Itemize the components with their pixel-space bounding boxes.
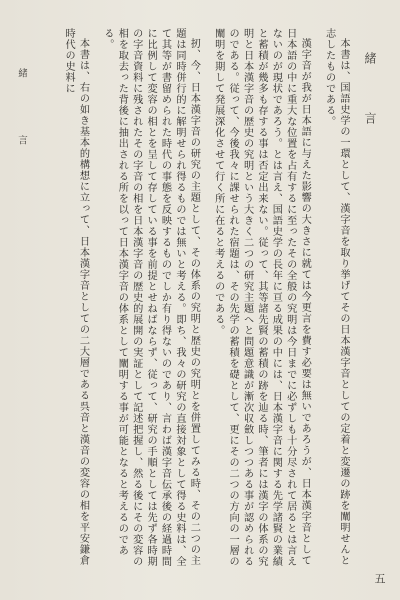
page-number: 五 [373,573,386,584]
body-text [40,28,350,568]
running-head: 緒 言 [16,68,27,169]
paragraph-2: 漢字音が我が日本語に与えた影響の大きさに就ては今更言を費す必要は無いであろうが、日本漢字音として日本語の中に重大な位置を占有するに至ったその全般の究明は今日までに必ずしも十分尽されて居るとは言えないのが現状であろう。とは言え、国語史学の長年に亘る成果の中には、日本漢字音に関する先学諸賢の業績と蓄積が幾多も存する事は否定出来ない。従って、其等諸先賢の蓄積の跡を辿る時、筆者には漢字の体系の究明と日本漢字音の歴史の究明という大きく二つの研究主題へと問題意識が漸次収斂しつつある事が認められるのである。従って、今後我々に課せられた宿題は、その先学の蓄積を礎として、更にその二つの方向の一層の闡明を期して発展深化させて行く所に在ると考えるのである。 [212,28,311,567]
paragraph-4: 本書は、右の如き基本的構想に立って、日本漢字音としての二大層である呉音と漢音の変容の相を平安鎌倉時代の史料に [63,28,89,567]
paragraph-1: 本書は、国語史学の一環として、漢字音を取り挙げてその日本漢字音としての定着と変遷の跡を闡明せんと志したものである。 [323,28,349,567]
paragraph-3: 扨、今、日本漢字音の研究の主題として、その体系の究明と歴史の究明とを併置してみる時、その二つの主題は同時併行的に解明せられ得るものでは無いと考える。即ち、我々の研究の直接対象として得る史料は、全て其等が書留められた時代の事態を反映するものでしか有り得ないのであり、言わば漢字音伝承後の経過時間に比例して変容の相とを呈して存している事を前提とせねばならず、従って、研究の手順としては先ず各時期の字音資料に残されたその字音の相を日本漢字音の歴史的展開の実証として記述把握し、然る後にその変容の相を取去った背後に抽出される所を以って日本漢字音の体系として闡明する事が可能となると考えるのである。 [101,28,200,567]
section-title: 緒 言 [363,52,377,142]
